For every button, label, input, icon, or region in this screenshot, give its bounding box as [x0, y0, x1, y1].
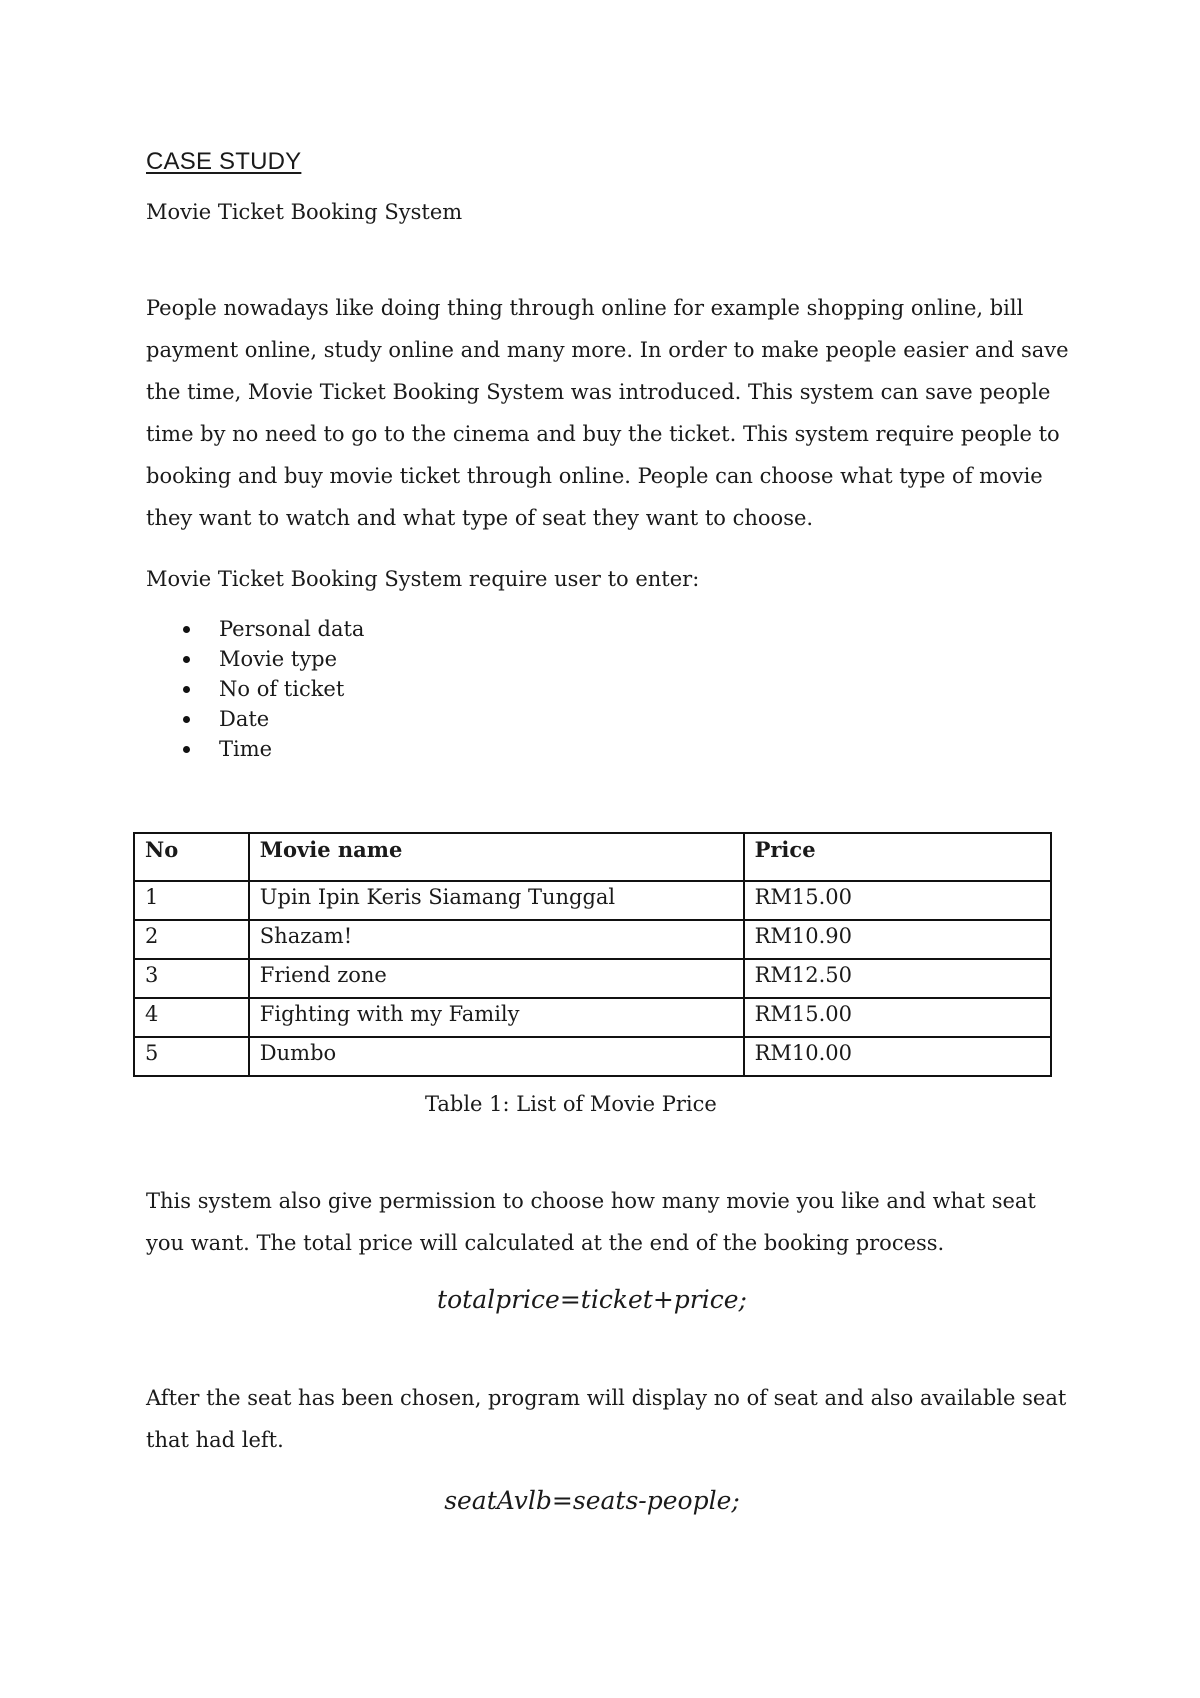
- table-row: [134, 1037, 1051, 1076]
- cell-price: RM12.50: [744, 959, 1051, 998]
- cell-price: RM10.90: [744, 920, 1051, 959]
- cell-no: 2: [134, 920, 249, 959]
- selection-paragraph: This system also give permission to choose how many movie you like and what seat you want. The total price will calculated at the end of the booking process.: [146, 1189, 1036, 1255]
- list-item: Movie type: [146, 644, 364, 674]
- cell-movie-name: Friend zone: [249, 959, 744, 998]
- total-price-formula: totalprice=ticket+price;: [437, 1285, 747, 1314]
- requirements-intro: Movie Ticket Booking System require user to enter:: [146, 567, 700, 591]
- list-item: Time: [146, 734, 364, 764]
- document-subtitle: Movie Ticket Booking System: [146, 200, 463, 224]
- requirements-list: [146, 614, 364, 764]
- cell-no: 3: [134, 959, 249, 998]
- cell-movie-name: Fighting with my Family: [249, 998, 744, 1037]
- cell-no: 1: [134, 881, 249, 920]
- list-item: Personal data: [146, 614, 364, 644]
- seat-paragraph: After the seat has been chosen, program will display no of seat and also available seat that had left.: [146, 1386, 1067, 1452]
- seat-available-formula: seatAvlb=seats-people;: [444, 1486, 740, 1515]
- cell-no: 4: [134, 998, 249, 1037]
- cell-price: RM10.00: [744, 1037, 1051, 1076]
- list-item: Date: [146, 704, 364, 734]
- table-caption: Table 1: List of Movie Price: [425, 1092, 717, 1116]
- header-price: Price: [744, 833, 1051, 881]
- cell-price: RM15.00: [744, 998, 1051, 1037]
- list-item: No of ticket: [146, 674, 364, 704]
- table-header-row: [134, 833, 1051, 881]
- cell-no: 5: [134, 1037, 249, 1076]
- header-movie-name: Movie name: [249, 833, 744, 881]
- cell-price: RM15.00: [744, 881, 1051, 920]
- cell-movie-name: Shazam!: [249, 920, 744, 959]
- cell-movie-name: Upin Ipin Keris Siamang Tunggal: [249, 881, 744, 920]
- table-row: [134, 881, 1051, 920]
- movie-price-table: [133, 832, 1052, 1077]
- intro-paragraph: People nowadays like doing thing through online for example shopping online, bill payment online, study online and many more. In order to make people easier and save the time, Movie Ticket Booking System was introduced. This system can save people time by no need to go to the cinema and buy the ticket. This system require people to booking and buy movie ticket through online. People can choose what type of movie they want to watch and what type of seat they want to choose.: [146, 296, 1069, 530]
- table-row: [134, 959, 1051, 998]
- table-row: [134, 998, 1051, 1037]
- header-no: No: [134, 833, 249, 881]
- case-study-heading: CASE STUDY: [146, 148, 302, 175]
- table-row: [134, 920, 1051, 959]
- cell-movie-name: Dumbo: [249, 1037, 744, 1076]
